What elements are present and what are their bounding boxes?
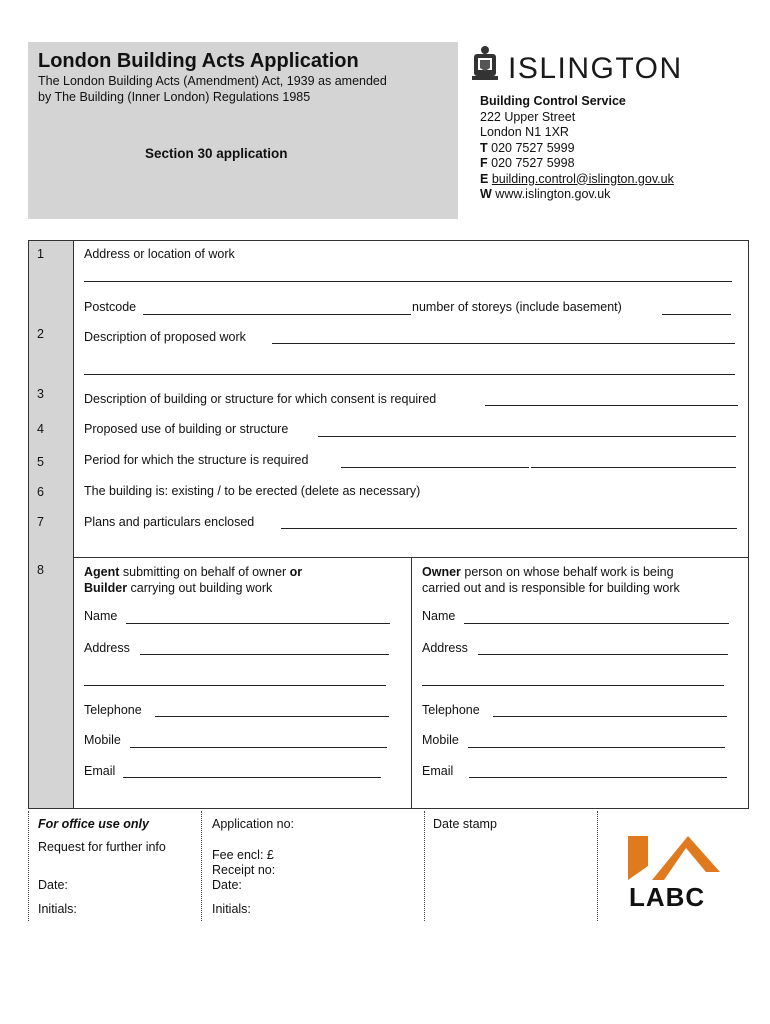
date-stamp-label: Date stamp: [433, 817, 497, 831]
agent-telephone-label: Telephone: [84, 703, 142, 717]
address-location-field[interactable]: [84, 281, 732, 282]
period-field-from[interactable]: [341, 467, 529, 468]
agent-email-label: Email: [84, 764, 116, 778]
builder-bold: Builder: [84, 581, 128, 595]
service-name: Building Control Service: [480, 94, 626, 108]
islington-logo-text: ISLINGTON: [508, 52, 683, 85]
owner-telephone-field[interactable]: [493, 716, 727, 717]
telephone-number: 020 7527 5999: [491, 140, 575, 155]
owner-mobile-field[interactable]: [468, 747, 725, 748]
address-line-2: London N1 1XR: [480, 125, 569, 139]
page-title: London Building Acts Application: [38, 50, 359, 72]
agent-bold: Agent: [84, 565, 120, 579]
email-label: E: [480, 171, 489, 186]
tel-label: T: [480, 140, 488, 155]
office-separator-3: [597, 811, 598, 921]
office-initials-label-2: Initials:: [212, 902, 251, 916]
website-link[interactable]: www.islington.gov.uk: [495, 187, 611, 201]
owner-email-label: Email: [422, 764, 454, 778]
question-number-7: 7: [37, 515, 44, 529]
building-description-field[interactable]: [485, 405, 738, 406]
email-link[interactable]: building.control@islington.gov.uk: [491, 171, 674, 186]
owner-address-field-2[interactable]: [422, 685, 724, 686]
office-separator-2: [424, 811, 425, 921]
owner-text-2: carried out and is responsible for building work: [422, 581, 680, 595]
owner-text-1: person on whose behalf work is being: [460, 565, 674, 579]
agent-name-label: Name: [84, 609, 118, 623]
agent-email-field[interactable]: [123, 777, 381, 778]
office-use-heading: For office use only: [38, 817, 149, 831]
fee-label: Fee encl: £: [212, 848, 274, 862]
owner-telephone-label: Telephone: [422, 703, 480, 717]
question-number-8: 8: [37, 563, 44, 577]
period-label: Period for which the structure is required: [84, 453, 309, 467]
crest-icon: [470, 44, 500, 84]
building-description-label: Description of building or structure for which consent is required: [84, 392, 437, 406]
subtitle-line-2: by The Building (Inner London) Regulations 1985: [38, 90, 311, 104]
address-location-label: Address or location of work: [84, 247, 235, 261]
number-column: [29, 241, 73, 808]
period-field-to[interactable]: [531, 467, 736, 468]
column-divider: [73, 241, 74, 808]
owner-bold: Owner: [422, 565, 461, 579]
office-initials-label: Initials:: [38, 902, 77, 916]
agent-telephone-field[interactable]: [155, 716, 389, 717]
owner-address-label: Address: [422, 641, 468, 655]
fax-number: 020 7527 5998: [491, 156, 575, 170]
fax-label: F: [480, 156, 488, 170]
labc-logo-text: LABC: [629, 882, 706, 912]
question-number-6: 6: [37, 485, 44, 499]
proposed-work-label: Description of proposed work: [84, 330, 246, 344]
agent-address-field[interactable]: [140, 654, 389, 655]
owner-name-field[interactable]: [464, 623, 729, 624]
owner-address-field[interactable]: [478, 654, 728, 655]
office-date-label-2: Date:: [212, 878, 242, 892]
agent-heading: [84, 564, 302, 596]
office-date-label: Date:: [38, 878, 68, 892]
plans-field[interactable]: [281, 528, 737, 529]
proposed-work-field-2[interactable]: [84, 374, 735, 375]
proposed-work-field[interactable]: [272, 343, 735, 344]
application-no-label: Application no:: [212, 817, 295, 831]
question-number-1: 1: [37, 247, 44, 261]
office-separator-1: [201, 811, 202, 921]
section-title: Section 30 application: [145, 146, 288, 161]
request-info-label: Request for further info: [38, 840, 166, 854]
subtitle: [38, 73, 448, 105]
owner-email-field[interactable]: [469, 777, 727, 778]
contact-block: [480, 94, 674, 203]
question-number-4: 4: [37, 422, 44, 436]
agent-mobile-field[interactable]: [130, 747, 387, 748]
agent-or: or: [289, 565, 303, 579]
owner-heading: [422, 564, 680, 596]
subtitle-line-1: The London Building Acts (Amendment) Act, 1939 as amended: [38, 74, 387, 88]
office-border-left: [28, 811, 29, 921]
labc-logo-icon: [628, 834, 720, 884]
question-number-2: 2: [37, 327, 44, 341]
storeys-field[interactable]: [662, 314, 731, 315]
agent-address-label: Address: [84, 641, 130, 655]
question-number-5: 5: [37, 455, 44, 469]
plans-label: Plans and particulars enclosed: [84, 515, 255, 529]
owner-mobile-label: Mobile: [422, 733, 459, 747]
web-label: W: [480, 187, 492, 201]
address-line-1: 222 Upper Street: [480, 109, 576, 124]
agent-name-field[interactable]: [126, 623, 390, 624]
agent-text: submitting on behalf of owner: [119, 565, 290, 579]
postcode-field[interactable]: [143, 314, 411, 315]
section-8-column-divider: [411, 557, 412, 809]
postcode-label: Postcode: [84, 300, 137, 314]
storeys-label: number of storeys (include basement): [412, 300, 622, 314]
receipt-label: Receipt no:: [212, 863, 276, 877]
owner-name-label: Name: [422, 609, 456, 623]
agent-mobile-label: Mobile: [84, 733, 121, 747]
building-status-label[interactable]: The building is: existing / to be erected (delete as necessary): [84, 484, 421, 498]
proposed-use-field[interactable]: [318, 436, 736, 437]
builder-text: carrying out building work: [127, 581, 273, 595]
question-number-3: 3: [37, 387, 44, 401]
agent-address-field-2[interactable]: [84, 685, 386, 686]
proposed-use-label: Proposed use of building or structure: [84, 422, 289, 436]
